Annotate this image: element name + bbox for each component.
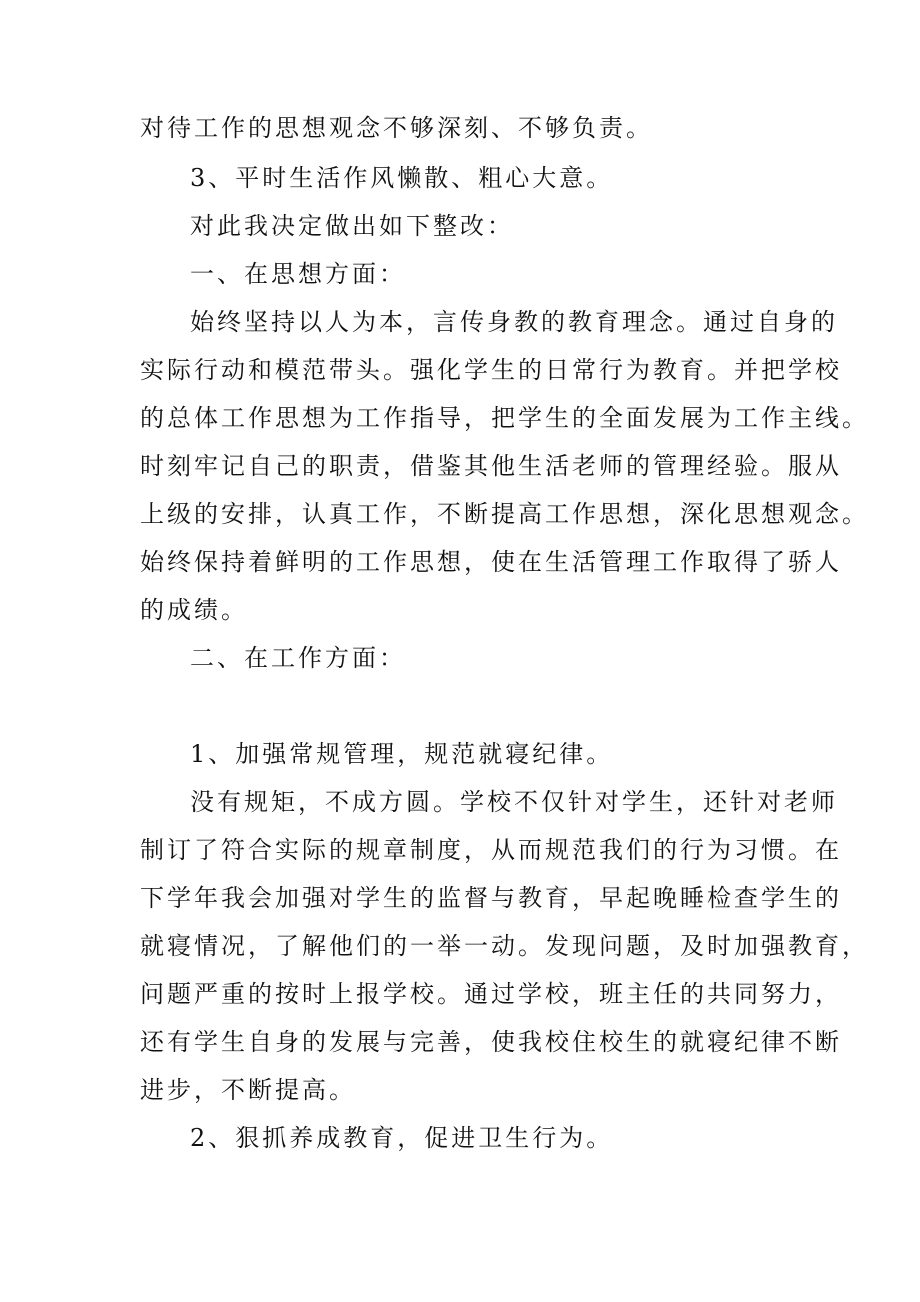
paragraph-line: 制订了符合实际的规章制度，从而规范我们的行为习惯。在	[140, 836, 842, 864]
paragraph-line: 就寝情况，了解他们的一举一动。发现问题，及时加强教育，	[140, 932, 869, 960]
subheading-2: 2、狠抓养成教育，促进卫生行为。	[190, 1124, 614, 1152]
paragraph-line: 始终坚持以人为本，言传身教的教育理念。通过自身的	[190, 308, 838, 336]
paragraph-line: 没有规矩，不成方圆。学校不仅针对学生，还针对老师	[190, 788, 838, 816]
paragraph-line: 进步，不断提高。	[140, 1076, 356, 1104]
section-heading-thought: 一、在思想方面：	[190, 260, 406, 288]
paragraph-line: 上级的安排，认真工作，不断提高工作思想，深化思想观念。	[140, 500, 869, 528]
paragraph-line: 的成绩。	[140, 596, 248, 624]
paragraph-line: 还有学生自身的发展与完善，使我校住校生的就寝纪律不断	[140, 1028, 842, 1056]
paragraph-line: 下学年我会加强对学生的监督与教育，早起晚睡检查学生的	[140, 884, 842, 912]
section-heading-work: 二、在工作方面：	[190, 644, 406, 672]
paragraph-line: 问题严重的按时上报学校。通过学校，班主任的共同努力，	[140, 980, 842, 1008]
subheading-1: 1、加强常规管理，规范就寝纪律。	[190, 740, 614, 768]
paragraph-line: 的总体工作思想为工作指导，把学生的全面发展为工作主线。	[140, 404, 869, 432]
paragraph-line: 实际行动和模范带头。强化学生的日常行为教育。并把学校	[140, 356, 842, 384]
paragraph-line: 始终保持着鲜明的工作思想，使在生活管理工作取得了骄人	[140, 548, 842, 576]
paragraph-line: 时刻牢记自己的职责，借鉴其他生活老师的管理经验。服从	[140, 452, 842, 480]
text-line: 对待工作的思想观念不够深刻、不够负责。	[140, 114, 653, 142]
list-item-3: 3、平时生活作风懒散、粗心大意。	[190, 164, 614, 192]
text-line: 对此我决定做出如下整改：	[190, 212, 514, 240]
